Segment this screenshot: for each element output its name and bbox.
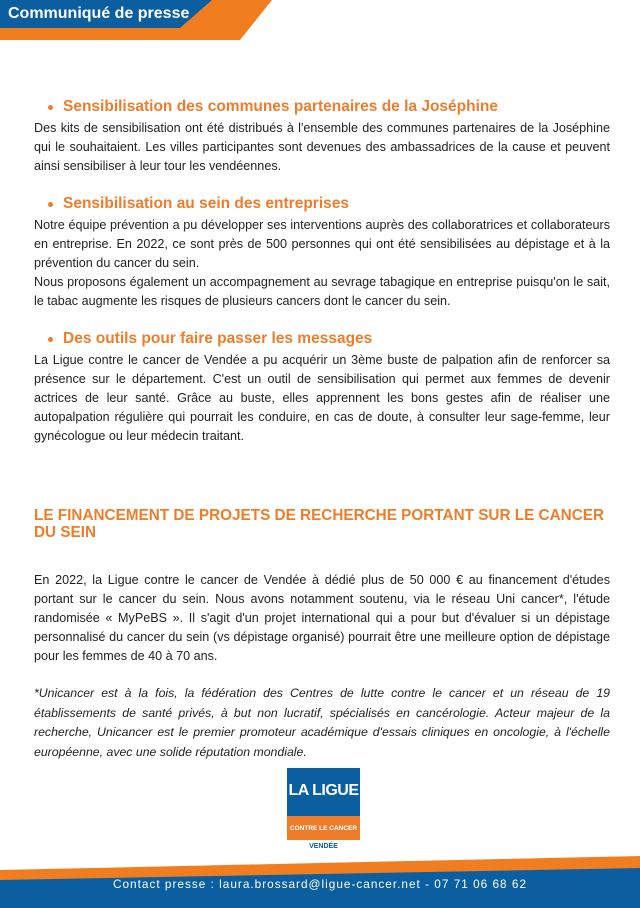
bullet-icon <box>48 337 53 342</box>
section-paragraph: Notre équipe prévention a pu développer ses interventions auprès des collaboratrices et collaborateurs en entreprise. En 2022, ce sont près de 500 personnes qui ont été sensibilisées au dépistage et à la prévention du cancer du sein. <box>34 218 610 270</box>
la-ligue-logo <box>287 768 360 840</box>
header-title: Communiqué de presse <box>8 5 190 22</box>
section-heading-text: Des outils pour faire passer les messages <box>63 330 373 347</box>
section-paragraph: Nous proposons également un accompagnement au sevrage tabagique en entreprise puisqu'on le sait, le tabac augmente les risques de plusieurs cancers dont le cancer du sein. <box>34 275 610 308</box>
section-heading <box>34 98 610 116</box>
section-paragraph: La Ligue contre le cancer de Vendée a pu acquérir un 3ème buste de palpation afin de renforcer sa présence sur le département. C'est un outil de sensibilisation qui permet aux femmes de devenir actrices de leur santé. Grâce au buste, elles apprennent les bons gestes afin de réaliser une autopalpation régulière qui pourrait les conduire, en cas de doute, à consulter leur sage-femme, leur gynécologue ou leur médecin traitant. <box>34 353 610 443</box>
section-outils <box>34 330 610 446</box>
footer-contact: Contact presse : laura.brossard@ligue-cancer.net - 07 71 06 68 62 <box>112 877 528 891</box>
bullet-icon <box>48 105 53 110</box>
logo-region: VENDÉE <box>309 843 338 850</box>
main-content <box>34 98 610 762</box>
bullet-icon <box>48 202 53 207</box>
research-paragraph: En 2022, la Ligue contre le cancer de Vendée à dédié plus de 50 000 € au financement d'études portant sur le cancer du sein. Nous avons notamment soutenu, via le réseau Uni cancer*, l'étude randomisée « MyPeBS ». Il s'agit d'un projet international qui a pour but d'évaluer si un dépistage personnalisé du cancer du sein (vs dépistage organisé) pourrait être une meilleure option de dépistage pour les femmes de 40 à 70 ans. <box>34 573 610 663</box>
section-heading <box>34 330 610 348</box>
section-entreprises <box>34 195 610 311</box>
section-heading-text: Sensibilisation au sein des entreprises <box>63 195 349 212</box>
header-banner <box>0 0 272 40</box>
section-heading-text: Sensibilisation des communes partenaires de la Joséphine <box>63 98 499 115</box>
section-heading <box>34 195 610 213</box>
research-title: LE FINANCEMENT DE PROJETS DE RECHERCHE PORTANT SUR LE CANCER DU SEIN <box>34 507 604 541</box>
section-communes <box>34 98 610 176</box>
logo-name: LA LIGUE <box>288 782 359 799</box>
unicancer-footnote: *Unicancer est à la fois, la fédération des Centres de lutte contre le cancer et un réseau de 19 établissements de santé privés, à but non lucratif, spécialisés en cancérologie. Acteur majeur de la recherche, Unicancer est le premier promoteur académique d'essais cliniques en oncologie, à l'échelle européenne, avec une solide réputation mondiale. <box>34 686 610 759</box>
section-paragraph: Des kits de sensibilisation ont été distribués à l'ensemble des communes partenaires de la Joséphine qui le souhaitaient. Les villes participantes sont devenues des ambassadrices de la cause et peuvent ainsi sensibiliser à leur tour les vendéennes. <box>34 121 610 173</box>
logo-tagline: CONTRE LE CANCER <box>287 816 360 840</box>
